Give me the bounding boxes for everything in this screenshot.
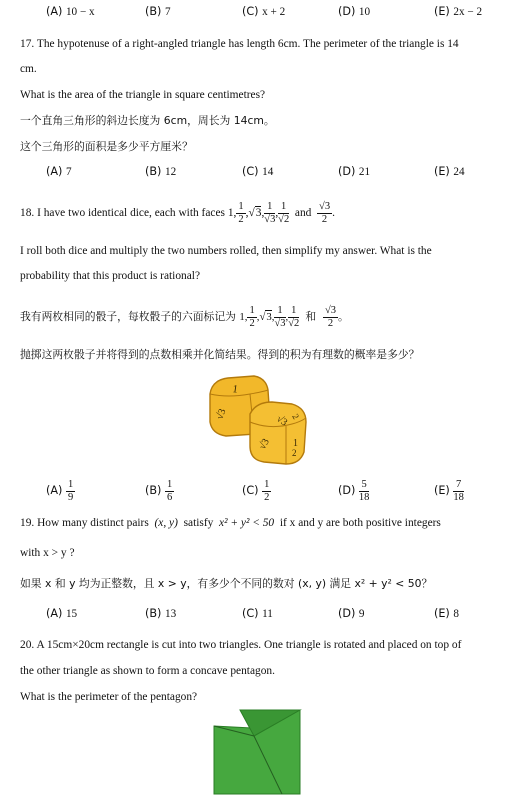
frac-one-half: $\frac{1}{2}$	[238, 200, 244, 225]
q16-option-e[interactable]: (E) 2x − 2	[434, 5, 483, 18]
svg-text:1: 1	[231, 383, 239, 396]
q16-options	[20, 4, 496, 20]
sqrt-three: √3	[248, 207, 262, 219]
q17-text-line2: cm.	[20, 63, 37, 75]
q18-option-b[interactable]: (B) $\frac{1}{6}$	[145, 478, 173, 503]
q16-option-a[interactable]: (A) 10 − x	[46, 5, 95, 18]
q18-options	[20, 476, 496, 506]
svg-text:√3: √3	[257, 436, 272, 452]
dice-illustration	[200, 372, 315, 468]
svg-text:1: 1	[293, 438, 298, 449]
q17-option-b[interactable]: (B) 12	[145, 165, 177, 178]
q19-option-c[interactable]: (C) 11	[242, 607, 273, 620]
q20-line2: the other triangle as shown to form a concave pentagon.	[20, 665, 275, 677]
q16-option-d[interactable]: (D) 10	[338, 5, 371, 18]
q20-line1: 20. A 15cm×20cm rectangle is cut into two triangles. One triangle is rotated and placed on top of	[20, 639, 462, 651]
q20-question: What is the perimeter of the pentagon?	[20, 691, 198, 703]
q17-zh-line1: 一个直角三角形的斜边长度为 6cm，周长为 14cm。	[20, 114, 275, 127]
q19-line1: 19. How many distinct pairs (x, y) satisfy x² + y² < 50 if x and y are both positive integers	[20, 517, 441, 529]
die-front-icon	[250, 402, 306, 464]
q19-zh: 如果 x 和 y 均为正整数，且 x > y，有多少个不同的数对 (x, y) 满足 x² + y² < 50？	[20, 577, 433, 590]
q17-option-c[interactable]: (C) 14	[242, 165, 274, 178]
pentagon-figure	[212, 706, 302, 796]
q19-option-a[interactable]: (A) 15	[46, 607, 78, 620]
q16-option-c[interactable]: (C) x + 2	[242, 5, 286, 18]
svg-text:2: 2	[292, 448, 297, 458]
q19-options	[20, 606, 496, 622]
q19-option-e[interactable]: (E) 8	[434, 607, 459, 620]
q18-zh-intro: 我有两枚相同的骰子，每枚骰子的六面标记为 1, $\frac{1}{2}$ ,√3, $\frac{1}{√3}$ , $\frac{1}{√2}$ 和 $\frac{√3}{2}$ 。	[20, 304, 349, 330]
svg-text:√3: √3	[274, 413, 290, 429]
frac-one-over-root3: $\frac{1}{√3}$	[264, 200, 276, 225]
q18-body-line2: probability that this product is rational?	[20, 270, 200, 282]
q16-option-b[interactable]: (B) 7	[145, 5, 171, 18]
q18-option-c[interactable]: (C) $\frac{1}{2}$	[242, 478, 270, 503]
q17-option-d[interactable]: (D) 21	[338, 165, 371, 178]
q18-body-line1: I roll both dice and multiply the two numbers rolled, then simplify my answer. What is the	[20, 245, 432, 257]
q19-option-b[interactable]: (B) 13	[145, 607, 177, 620]
frac-root3-over-2: $\frac{√3}{2}$	[319, 200, 331, 225]
q18-zh-body: 抛掷这两枚骰子并将得到的点数相乘并化简结果。得到的积为有理数的概率是多少？	[20, 348, 420, 361]
q19-option-d[interactable]: (D) 9	[338, 607, 365, 620]
q17-zh-line2: 这个三角形的面积是多少平方厘米？	[20, 140, 193, 153]
q18-option-e[interactable]: (E) $\frac{7}{18}$	[434, 478, 464, 503]
svg-text:√3: √3	[214, 407, 229, 422]
q18-option-a[interactable]: (A) $\frac{1}{9}$	[46, 478, 74, 503]
frac-one-over-root2: $\frac{1}{√2}$	[278, 200, 290, 225]
svg-text:2: 2	[290, 412, 302, 421]
q19-line2: with x > y ?	[20, 547, 75, 559]
q17-option-e[interactable]: (E) 24	[434, 165, 465, 178]
q17-options	[20, 164, 496, 180]
q18-intro-line: 18. I have two identical dice, each with faces 1, $\frac{1}{2}$ ,√3, $\frac{1}{√3}$ , $\frac{1}{√2}$ and $\frac{√3}{2}$ .	[20, 196, 496, 230]
q18-option-d[interactable]: (D) $\frac{5}{18}$	[338, 478, 370, 503]
q17-option-a[interactable]: (A) 7	[46, 165, 72, 178]
q17-question: What is the area of the triangle in square centimetres?	[20, 89, 266, 101]
q17-text-line1: 17. The hypotenuse of a right-angled triangle has length 6cm. The perimeter of the triangle is 14	[20, 38, 459, 50]
